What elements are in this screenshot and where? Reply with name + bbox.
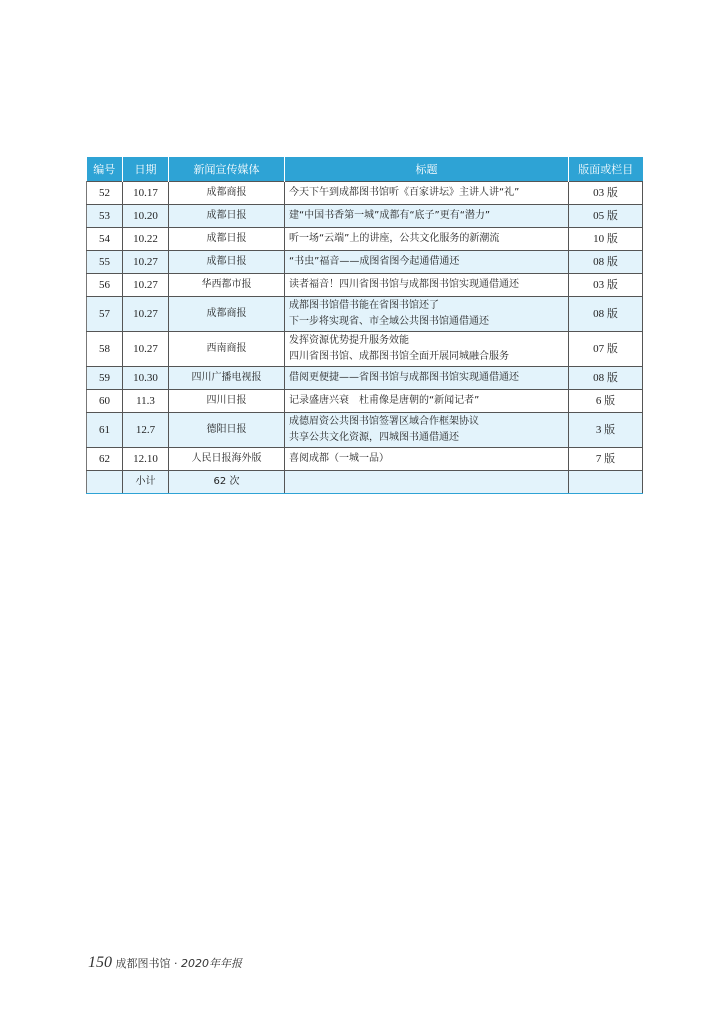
- cell-number: 58: [87, 332, 123, 367]
- cell-date: 10.27: [123, 251, 169, 274]
- table-row: [87, 228, 643, 251]
- cell-media: 成都商报: [169, 182, 285, 205]
- cell-media: 德阳日报: [169, 413, 285, 448]
- title-line: “书虫”福音——成图省图今起通借通还: [289, 256, 460, 267]
- table-row: [87, 182, 643, 205]
- table-row: [87, 297, 643, 332]
- header-section: 版面或栏目: [569, 157, 643, 182]
- cell-title: [285, 205, 569, 228]
- cell-date: 12.10: [123, 448, 169, 471]
- table-row: [87, 413, 643, 448]
- subtotal-row: [87, 471, 643, 494]
- table-row: [87, 251, 643, 274]
- cell-date: 10.27: [123, 274, 169, 297]
- cell-section: 6 版: [569, 390, 643, 413]
- cell-date: 10.17: [123, 182, 169, 205]
- cell-section: 05 版: [569, 205, 643, 228]
- cell-title: [285, 297, 569, 332]
- header-media: 新闻宣传媒体: [169, 157, 285, 182]
- cell-empty: [285, 471, 569, 494]
- cell-number: 62: [87, 448, 123, 471]
- cell-number: 52: [87, 182, 123, 205]
- cell-number: 59: [87, 367, 123, 390]
- cell-media: 四川日报: [169, 390, 285, 413]
- cell-title: [285, 182, 569, 205]
- cell-media: 成都商报: [169, 297, 285, 332]
- cell-section: 08 版: [569, 297, 643, 332]
- cell-section: 08 版: [569, 251, 643, 274]
- cell-title: [285, 367, 569, 390]
- cell-number: 53: [87, 205, 123, 228]
- title-line: 下一步将实现省、市全域公共图书馆通借通还: [289, 316, 489, 327]
- cell-title: [285, 332, 569, 367]
- cell-media: 西南商报: [169, 332, 285, 367]
- title-line: 读者福音！四川省图书馆与成都图书馆实现通借通还: [289, 279, 519, 290]
- table-body: [87, 182, 643, 494]
- cell-title: [285, 251, 569, 274]
- cell-section: 3 版: [569, 413, 643, 448]
- title-line: 成德眉资公共图书馆签署区域合作框架协议: [289, 416, 479, 427]
- header-number: 编号: [87, 157, 123, 182]
- cell-section: 7 版: [569, 448, 643, 471]
- title-line: 借阅更便捷——省图书馆与成都图书馆实现通借通还: [289, 372, 519, 383]
- cell-media: 成都日报: [169, 205, 285, 228]
- cell-title: [285, 448, 569, 471]
- cell-date: 11.3: [123, 390, 169, 413]
- header-date: 日期: [123, 157, 169, 182]
- table-row: [87, 274, 643, 297]
- cell-section: 07 版: [569, 332, 643, 367]
- cell-date: 10.27: [123, 297, 169, 332]
- cell-date: 12.7: [123, 413, 169, 448]
- subtotal-value: 62 次: [169, 471, 285, 494]
- cell-number: 55: [87, 251, 123, 274]
- cell-media: 四川广播电视报: [169, 367, 285, 390]
- footer-separator: ·: [174, 957, 178, 970]
- cell-date: 10.20: [123, 205, 169, 228]
- page-footer: [88, 954, 242, 972]
- title-line: 四川省图书馆、成都图书馆全面开展同城融合服务: [289, 351, 509, 362]
- title-line: 记录盛唐兴衰 杜甫像是唐朝的“新闻记者”: [289, 395, 480, 406]
- cell-number: 61: [87, 413, 123, 448]
- cell-date: 10.22: [123, 228, 169, 251]
- footer-org: 成都图书馆: [115, 957, 171, 970]
- cell-media: 华西都市报: [169, 274, 285, 297]
- cell-title: [285, 228, 569, 251]
- table-header-row: [87, 157, 643, 182]
- cell-number: 54: [87, 228, 123, 251]
- table-row: [87, 390, 643, 413]
- footer-year-label: 2020年年报: [181, 957, 242, 970]
- table-row: [87, 332, 643, 367]
- cell-section: 10 版: [569, 228, 643, 251]
- subtotal-label: 小计: [123, 471, 169, 494]
- cell-empty: [87, 471, 123, 494]
- cell-empty: [569, 471, 643, 494]
- cell-number: 60: [87, 390, 123, 413]
- page-number: 150: [88, 954, 112, 971]
- cell-date: 10.30: [123, 367, 169, 390]
- title-line: 听一场“云端”上的讲座，公共文化服务的新潮流: [289, 233, 500, 244]
- cell-title: [285, 413, 569, 448]
- cell-media: 人民日报海外版: [169, 448, 285, 471]
- cell-number: 57: [87, 297, 123, 332]
- media-coverage-table: [86, 157, 643, 494]
- cell-title: [285, 390, 569, 413]
- title-line: 今天下午到成都图书馆听《百家讲坛》主讲人讲“礼”: [289, 187, 520, 198]
- cell-number: 56: [87, 274, 123, 297]
- cell-section: 08 版: [569, 367, 643, 390]
- cell-date: 10.27: [123, 332, 169, 367]
- title-line: 建“中国书香第一城”成都有“底子”更有“潜力”: [289, 210, 491, 221]
- cell-section: 03 版: [569, 274, 643, 297]
- cell-section: 03 版: [569, 182, 643, 205]
- cell-media: 成都日报: [169, 251, 285, 274]
- cell-title: [285, 274, 569, 297]
- table-row: [87, 448, 643, 471]
- title-line: 成都图书馆借书能在省图书馆还了: [289, 300, 439, 311]
- title-line: 喜阅成都（一城一品）: [289, 453, 389, 464]
- title-line: 发挥资源优势提升服务效能: [289, 335, 409, 346]
- table-row: [87, 205, 643, 228]
- title-line: 共享公共文化资源，四城图书通借通还: [289, 432, 459, 443]
- header-title: 标题: [285, 157, 569, 182]
- table-row: [87, 367, 643, 390]
- cell-media: 成都日报: [169, 228, 285, 251]
